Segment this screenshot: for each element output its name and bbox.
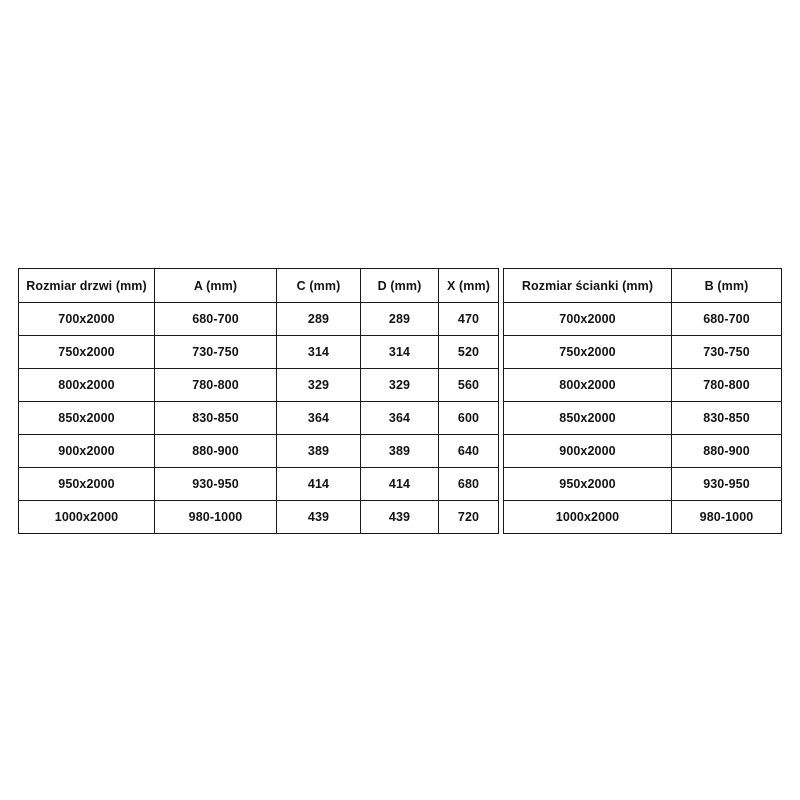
cell-a: 830-850: [155, 402, 277, 435]
cell-a: 980-1000: [155, 501, 277, 534]
cell-door-size: 950x2000: [19, 468, 155, 501]
cell-door-size: 800x2000: [19, 369, 155, 402]
cell-b: 880-900: [672, 435, 782, 468]
table-row: [504, 336, 782, 369]
cell-door-size: 850x2000: [19, 402, 155, 435]
cell-a: 780-800: [155, 369, 277, 402]
column-header-a: A (mm): [155, 269, 277, 303]
cell-c: 389: [277, 435, 361, 468]
cell-c: 289: [277, 303, 361, 336]
cell-a: 880-900: [155, 435, 277, 468]
column-header-door-size: Rozmiar drzwi (mm): [19, 269, 155, 303]
cell-c: 414: [277, 468, 361, 501]
cell-d: 289: [361, 303, 439, 336]
cell-a: 680-700: [155, 303, 277, 336]
cell-door-size: 1000x2000: [19, 501, 155, 534]
table-row: [504, 402, 782, 435]
table-row: [504, 303, 782, 336]
cell-b: 780-800: [672, 369, 782, 402]
cell-x: 470: [439, 303, 499, 336]
cell-d: 314: [361, 336, 439, 369]
table-row: [19, 336, 499, 369]
column-header-c: C (mm): [277, 269, 361, 303]
cell-door-size: 900x2000: [19, 435, 155, 468]
cell-c: 314: [277, 336, 361, 369]
cell-c: 439: [277, 501, 361, 534]
table-row: [504, 369, 782, 402]
cell-x: 600: [439, 402, 499, 435]
cell-a: 730-750: [155, 336, 277, 369]
table-row: [19, 402, 499, 435]
table-row: [504, 501, 782, 534]
cell-c: 329: [277, 369, 361, 402]
cell-c: 364: [277, 402, 361, 435]
cell-wall-size: 750x2000: [504, 336, 672, 369]
door-size-table: [18, 268, 499, 534]
cell-b: 830-850: [672, 402, 782, 435]
spec-sheet: [0, 268, 800, 534]
column-header-wall-size: Rozmiar ścianki (mm): [504, 269, 672, 303]
table-header-row: [504, 269, 782, 303]
cell-d: 414: [361, 468, 439, 501]
column-header-b: B (mm): [672, 269, 782, 303]
table-row: [19, 369, 499, 402]
cell-wall-size: 900x2000: [504, 435, 672, 468]
cell-x: 680: [439, 468, 499, 501]
cell-door-size: 700x2000: [19, 303, 155, 336]
table-header-row: [19, 269, 499, 303]
cell-b: 980-1000: [672, 501, 782, 534]
cell-x: 640: [439, 435, 499, 468]
cell-d: 389: [361, 435, 439, 468]
cell-a: 930-950: [155, 468, 277, 501]
cell-wall-size: 800x2000: [504, 369, 672, 402]
cell-x: 520: [439, 336, 499, 369]
cell-d: 329: [361, 369, 439, 402]
cell-door-size: 750x2000: [19, 336, 155, 369]
wall-size-table: [503, 268, 782, 534]
table-row: [19, 468, 499, 501]
cell-wall-size: 1000x2000: [504, 501, 672, 534]
column-header-d: D (mm): [361, 269, 439, 303]
table-row: [19, 435, 499, 468]
cell-x: 560: [439, 369, 499, 402]
cell-d: 364: [361, 402, 439, 435]
cell-x: 720: [439, 501, 499, 534]
cell-wall-size: 850x2000: [504, 402, 672, 435]
cell-b: 930-950: [672, 468, 782, 501]
cell-d: 439: [361, 501, 439, 534]
cell-b: 680-700: [672, 303, 782, 336]
cell-wall-size: 950x2000: [504, 468, 672, 501]
table-row: [504, 468, 782, 501]
table-row: [19, 501, 499, 534]
cell-wall-size: 700x2000: [504, 303, 672, 336]
column-header-x: X (mm): [439, 269, 499, 303]
cell-b: 730-750: [672, 336, 782, 369]
table-row: [19, 303, 499, 336]
table-row: [504, 435, 782, 468]
